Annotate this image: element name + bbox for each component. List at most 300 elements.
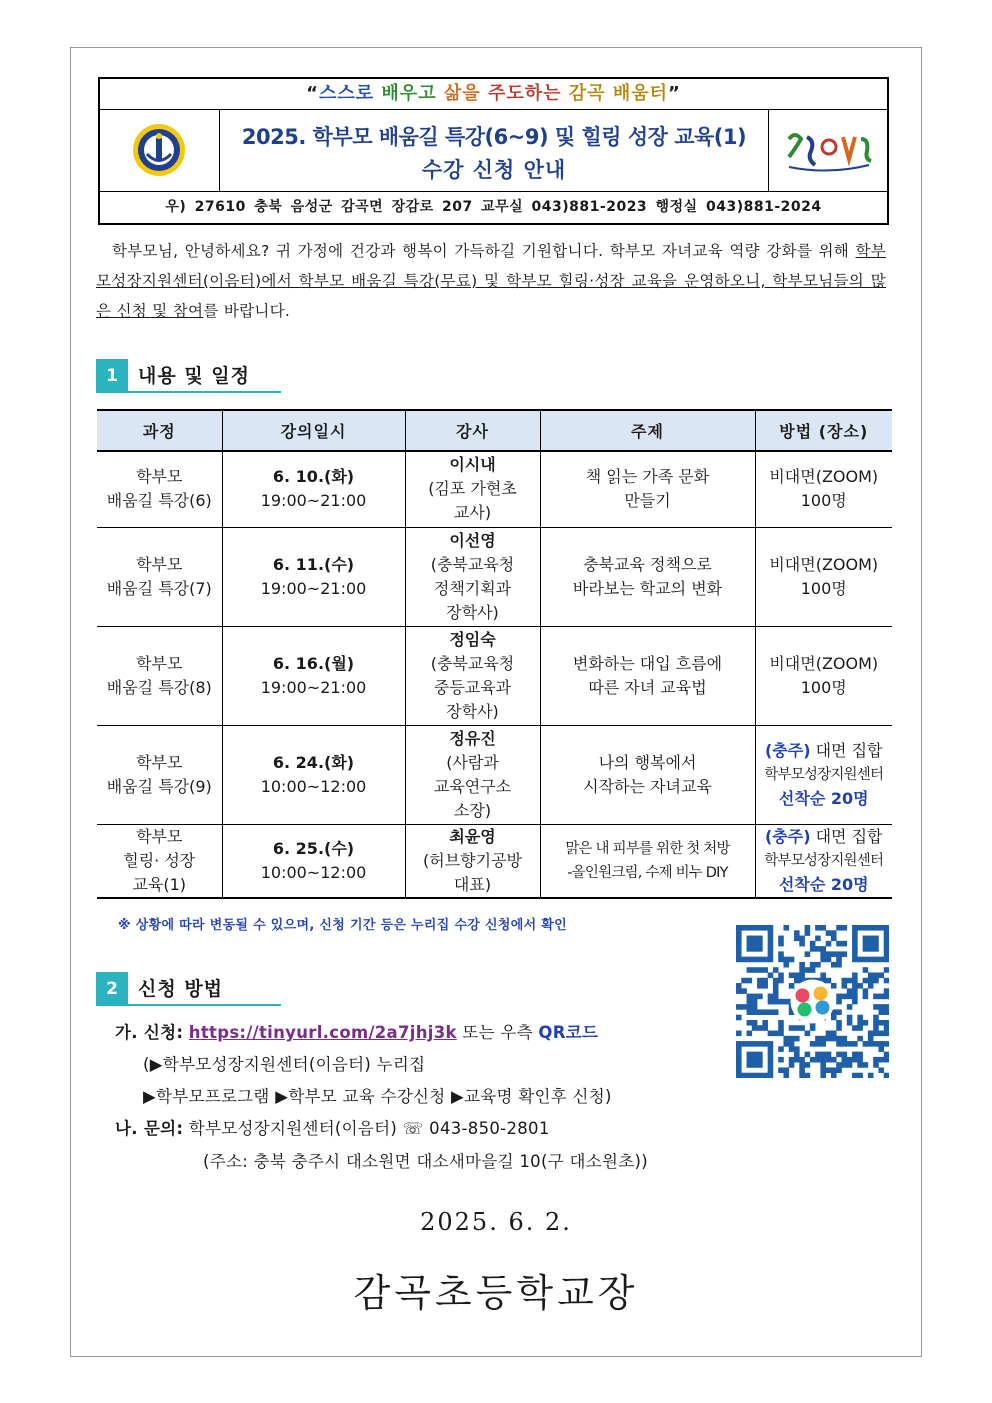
qr-module	[852, 999, 858, 1005]
qr-module	[768, 972, 774, 978]
lecturer-name: 정유진	[449, 728, 496, 748]
qr-module	[847, 1057, 853, 1063]
qr-module	[736, 1015, 742, 1021]
qr-module	[878, 957, 884, 963]
topic-text: -올인원크림, 수제 비누 DIY	[567, 864, 728, 881]
qr-module	[852, 972, 858, 978]
qr-module	[773, 1031, 779, 1037]
inquiry-key: 나. 문의:	[115, 1119, 184, 1138]
qr-module	[842, 1041, 848, 1047]
qr-module	[757, 978, 763, 984]
qr-module	[783, 1067, 789, 1073]
qr-module	[836, 1062, 842, 1068]
topic-text: 시작하는 자녀교육	[583, 776, 712, 796]
qr-module	[878, 1031, 884, 1037]
qr-module	[747, 999, 753, 1005]
qr-module	[863, 978, 869, 984]
datetime-cell	[222, 527, 405, 626]
qr-module	[868, 936, 874, 942]
qr-module	[878, 1067, 884, 1073]
lecture-time: 10:00~12:00	[260, 776, 367, 796]
qr-module	[873, 957, 879, 963]
qr-module	[783, 962, 789, 968]
lecturer-info: (충북교육청	[430, 554, 515, 574]
qr-module	[836, 1041, 842, 1047]
qr-module	[736, 1052, 742, 1058]
qr-module	[884, 1073, 889, 1078]
qr-module	[789, 983, 795, 989]
school-emblem-cell	[100, 109, 220, 191]
qr-module	[778, 957, 784, 963]
qr-module	[778, 972, 784, 978]
course-name: 학부모	[136, 653, 183, 673]
qr-module	[815, 1057, 821, 1063]
qr-module	[815, 925, 821, 931]
qr-module	[752, 941, 758, 947]
method-region: (충주)	[764, 740, 811, 760]
lecture-date: 6. 11.(수)	[272, 554, 355, 574]
inquiry-address: (주소: 충북 충주시 대소원면 대소새마을길 10(구 대소원초))	[203, 1152, 648, 1171]
topic-text: 충북교육 정책으로	[583, 554, 712, 574]
qr-module	[884, 967, 889, 973]
lecturer-info: 교육연구소	[433, 776, 512, 796]
course-name: 힐링· 성장	[123, 850, 196, 870]
qr-module	[789, 1046, 795, 1052]
title-row	[100, 109, 887, 192]
topic-text: 책 읽는 가족 문화	[585, 467, 710, 487]
method-place: 학부모성장지원센터	[764, 852, 884, 869]
qr-module	[878, 1004, 884, 1010]
qr-module	[736, 1046, 742, 1052]
qr-module	[831, 1057, 837, 1063]
qr-module	[878, 1020, 884, 1026]
qr-module	[836, 941, 842, 947]
lecture-date: 6. 10.(화)	[272, 467, 355, 487]
qr-module	[805, 925, 811, 931]
qr-module	[757, 994, 763, 1000]
qr-module	[863, 967, 869, 973]
qr-module	[836, 1052, 842, 1058]
qr-module	[783, 1073, 789, 1078]
qr-module	[857, 1015, 863, 1021]
qr-module	[741, 978, 747, 984]
section-label: 신청 방법	[138, 978, 224, 1000]
qr-module	[836, 925, 842, 931]
qr-module	[747, 941, 753, 947]
qr-module	[868, 983, 874, 989]
qr-module	[752, 1041, 758, 1047]
qr-logo-background	[791, 980, 835, 1024]
table-row	[97, 451, 892, 527]
qr-module	[868, 972, 874, 978]
qr-module	[863, 1020, 869, 1026]
qr-module	[873, 925, 879, 931]
qr-module	[783, 1041, 789, 1047]
method-capacity: 선착순 20명	[778, 874, 869, 894]
method-text: 비대면(ZOOM)	[769, 467, 879, 487]
qr-module	[741, 1041, 747, 1047]
qr-module	[820, 1057, 826, 1063]
qr-module	[884, 1057, 889, 1063]
method-capacity: 100명	[800, 677, 847, 697]
qr-module	[768, 1057, 774, 1063]
qr-module	[741, 925, 747, 931]
section-underline	[128, 1004, 281, 1006]
qr-module	[773, 967, 779, 973]
qr-module	[762, 957, 768, 963]
qr-module	[747, 994, 753, 1000]
qr-module	[820, 1036, 826, 1042]
table-row	[97, 626, 892, 725]
lecturer-name: 정임숙	[449, 629, 496, 649]
qr-module	[805, 930, 811, 936]
apply-path-line-1: (▶학부모성장지원센터(이음터) 누리집	[143, 1055, 426, 1074]
qr-module	[847, 1062, 853, 1068]
qr-module	[873, 946, 879, 952]
course-name: 배움길 특강(9)	[106, 776, 212, 796]
qr-module	[873, 1057, 879, 1063]
qr-module	[826, 1057, 832, 1063]
qr-module	[884, 1052, 889, 1058]
qr-module	[747, 925, 753, 931]
qr-module	[852, 930, 858, 936]
qr-module	[736, 1041, 742, 1047]
qr-module	[773, 983, 779, 989]
qr-module	[768, 1031, 774, 1037]
qr-module	[789, 1041, 795, 1047]
education-logo-icon	[769, 109, 887, 191]
qr-module	[799, 1025, 805, 1031]
lecture-time: 19:00~21:00	[260, 578, 367, 598]
qr-module	[826, 1052, 832, 1058]
qr-module	[863, 1041, 869, 1047]
title-line-2: 수강 신청 안내	[421, 158, 567, 182]
course-cell	[97, 626, 222, 725]
qr-module	[868, 1073, 874, 1078]
method-capacity: 선착순 20명	[778, 788, 869, 808]
qr-module	[757, 967, 763, 973]
qr-module	[768, 1067, 774, 1073]
apply-line	[115, 1019, 598, 1043]
qr-module	[773, 994, 779, 1000]
qr-module	[847, 1004, 853, 1010]
qr-module	[873, 994, 879, 1000]
qr-module	[852, 1073, 858, 1078]
qr-module	[747, 1031, 753, 1037]
qr-module	[847, 1020, 853, 1026]
qr-module	[826, 978, 832, 984]
qr-module	[826, 1067, 832, 1073]
qr-module	[820, 1041, 826, 1047]
topic-cell	[540, 725, 755, 824]
qr-module	[757, 1073, 763, 1078]
qr-module	[884, 994, 889, 1000]
qr-module	[842, 1036, 848, 1042]
qr-module	[852, 994, 858, 1000]
qr-module	[826, 941, 832, 947]
qr-module	[836, 1067, 842, 1073]
qr-module	[757, 1025, 763, 1031]
course-name: 배움길 특강(6)	[106, 491, 212, 511]
qr-module	[884, 936, 889, 942]
qr-module	[741, 988, 747, 994]
qr-module	[852, 1052, 858, 1058]
schedule-note: ※ 상황에 따라 변동될 수 있으며, 신청 기간 등은 누리집 수강 신청에서 확인	[118, 918, 567, 933]
qr-module	[752, 936, 758, 942]
slogan-word: 배움터	[612, 83, 669, 104]
topic-text: 나의 행복에서	[598, 752, 697, 772]
table-header-row	[97, 410, 892, 451]
qr-module	[873, 972, 879, 978]
apply-text: 또는 우측	[456, 1023, 539, 1042]
qr-module	[873, 1062, 879, 1068]
inquiry-line	[115, 1115, 550, 1139]
lecturer-cell	[405, 626, 540, 725]
topic-cell	[540, 527, 755, 626]
qr-module	[831, 936, 837, 942]
lecture-time: 19:00~21:00	[260, 491, 367, 511]
qr-module	[873, 1031, 879, 1037]
qr-module	[884, 1025, 889, 1031]
qr-module	[752, 1057, 758, 1063]
method-text: 비대면(ZOOM)	[769, 554, 879, 574]
qr-module	[762, 1025, 768, 1031]
qr-module	[747, 978, 753, 984]
course-name: 배움길 특강(8)	[106, 677, 212, 697]
qr-module	[815, 946, 821, 952]
section-number: 2	[96, 972, 128, 1006]
qr-module	[836, 1020, 842, 1026]
qr-module	[747, 1041, 753, 1047]
qr-module	[768, 999, 774, 1005]
datetime-cell	[222, 725, 405, 824]
qr-module	[736, 925, 742, 931]
qr-module	[736, 988, 742, 994]
qr-module	[747, 1062, 753, 1068]
slogan-quote-open: “	[306, 83, 319, 104]
qr-module	[768, 946, 774, 952]
qr-module	[799, 1057, 805, 1063]
qr-logo-dot	[796, 989, 810, 1003]
qr-module	[747, 1052, 753, 1058]
course-name: 배움길 특강(7)	[106, 578, 212, 598]
qr-module	[873, 936, 879, 942]
qr-module	[762, 925, 768, 931]
qr-module	[789, 1036, 795, 1042]
topic-text: 만들기	[624, 491, 671, 511]
qr-module	[757, 946, 763, 952]
inquiry-contact: 학부모성장지원센터(이음터) ☏ 043-850-2801	[188, 1119, 550, 1138]
qr-module	[757, 957, 763, 963]
lecture-date: 6. 24.(화)	[272, 752, 355, 772]
qr-module	[857, 1073, 863, 1078]
course-name: 학부모	[136, 826, 183, 846]
qr-module	[741, 957, 747, 963]
qr-module	[863, 957, 869, 963]
qr-module	[820, 951, 826, 957]
qr-module	[773, 988, 779, 994]
qr-module	[868, 1041, 874, 1047]
lecturer-cell	[405, 451, 540, 527]
qr-module	[810, 962, 816, 968]
qr-module	[747, 1020, 753, 1026]
method-place: 학부모성장지원센터	[764, 766, 884, 783]
document-title	[220, 109, 768, 191]
qr-module	[747, 946, 753, 952]
section-heading-schedule	[96, 359, 281, 393]
qr-module	[842, 1062, 848, 1068]
method-cell	[755, 824, 892, 898]
topic-cell	[540, 451, 755, 527]
qr-module	[810, 1057, 816, 1063]
topic-text: 맑은 내 피부를 위한 첫 처방	[565, 840, 730, 857]
qr-module	[741, 1073, 747, 1078]
school-address: 우) 27610 충북 음성군 감곡면 장감로 207 교무실 043)881-2023 행정실 043)881-2024	[165, 199, 822, 215]
qr-module	[815, 1041, 821, 1047]
qr-module	[762, 967, 768, 973]
method-capacity: 100명	[800, 578, 847, 598]
qr-module	[768, 1009, 774, 1015]
qr-code[interactable]	[736, 925, 889, 1078]
qr-module	[757, 1052, 763, 1058]
qr-module	[757, 1062, 763, 1068]
lecture-date: 6. 25.(수)	[272, 838, 355, 858]
schedule-table	[97, 409, 892, 899]
qr-module	[836, 962, 842, 968]
qr-module	[847, 988, 853, 994]
qr-module	[741, 1004, 747, 1010]
qr-module	[789, 972, 795, 978]
qr-module	[815, 962, 821, 968]
qr-module	[878, 972, 884, 978]
qr-module	[873, 941, 879, 947]
qr-module	[831, 983, 837, 989]
qr-module	[884, 925, 889, 931]
slogan-word: 삶을	[443, 83, 481, 104]
qr-module	[852, 957, 858, 963]
qr-module	[863, 941, 869, 947]
qr-module	[773, 1009, 779, 1015]
lecturer-info: 장학사)	[446, 602, 499, 622]
qr-logo-dot	[814, 987, 828, 1001]
qr-module	[799, 967, 805, 973]
qr-module	[884, 988, 889, 994]
qr-module	[747, 1057, 753, 1063]
qr-module	[852, 1057, 858, 1063]
qr-module	[799, 936, 805, 942]
course-name: 교육(1)	[132, 874, 187, 894]
slogan-word: 감곡	[568, 83, 606, 104]
qr-module	[831, 1036, 837, 1042]
qr-module	[884, 957, 889, 963]
qr-module	[831, 951, 837, 957]
qr-module	[831, 1031, 837, 1037]
qr-module	[736, 951, 742, 957]
method-cell	[755, 725, 892, 824]
qr-module	[794, 936, 800, 942]
method-text: 대면 집합	[810, 826, 883, 846]
qr-module	[778, 1057, 784, 1063]
qr-module	[757, 983, 763, 989]
qr-module	[820, 925, 826, 931]
qr-module	[884, 1004, 889, 1010]
datetime-cell	[222, 824, 405, 898]
qr-module	[878, 1041, 884, 1047]
qr-module	[778, 978, 784, 984]
qr-module	[805, 951, 811, 957]
qr-module	[799, 941, 805, 947]
lecturer-cell	[405, 527, 540, 626]
qr-module	[863, 1062, 869, 1068]
qr-module	[884, 978, 889, 984]
qr-module	[768, 951, 774, 957]
qr-module	[794, 1052, 800, 1058]
qr-module	[736, 983, 742, 989]
qr-module	[757, 925, 763, 931]
topic-text: 변화하는 대입 흐름에	[572, 653, 723, 673]
qr-module	[778, 951, 784, 957]
qr-module	[863, 946, 869, 952]
section-number: 1	[96, 359, 128, 393]
qr-module	[826, 1036, 832, 1042]
qr-module	[878, 1009, 884, 1015]
document-date: 2025. 6. 2.	[420, 1208, 572, 1236]
qr-module	[820, 957, 826, 963]
qr-module	[852, 1025, 858, 1031]
qr-module	[805, 1052, 811, 1058]
qr-module	[826, 1031, 832, 1037]
column-header: 방법 (장소)	[755, 410, 892, 451]
qr-module	[826, 957, 832, 963]
qr-module	[857, 925, 863, 931]
qr-module	[884, 1020, 889, 1026]
course-cell	[97, 824, 222, 898]
topic-text: 따른 자녀 교육법	[588, 677, 707, 697]
qr-module	[783, 925, 789, 931]
qr-module	[783, 999, 789, 1005]
qr-module	[820, 1067, 826, 1073]
qr-module	[762, 1073, 768, 1078]
qr-module	[836, 957, 842, 963]
qr-module	[768, 957, 774, 963]
qr-module	[778, 999, 784, 1005]
qr-module	[768, 1046, 774, 1052]
table-row	[97, 527, 892, 626]
qr-module	[836, 999, 842, 1005]
qr-module	[736, 936, 742, 942]
qr-module	[857, 1025, 863, 1031]
qr-module	[778, 941, 784, 947]
qr-module	[794, 930, 800, 936]
apply-link[interactable]: https://tinyurl.com/2a7jhj3k	[188, 1023, 457, 1042]
qr-module	[768, 1041, 774, 1047]
qr-module	[815, 1036, 821, 1042]
qr-module	[736, 1057, 742, 1063]
qr-module	[878, 925, 884, 931]
slogan-word: 주도하는	[487, 83, 562, 104]
qr-module	[805, 967, 811, 973]
qr-module	[752, 967, 758, 973]
topic-text: 바라보는 학교의 변화	[572, 578, 723, 598]
section-heading-apply	[96, 972, 281, 1006]
apply-path-line-2: ▶학부모프로그램 ▶학부모 교육 수강신청 ▶교육명 확인후 신청)	[143, 1087, 612, 1106]
datetime-cell	[222, 626, 405, 725]
qr-module	[852, 925, 858, 931]
qr-module	[884, 946, 889, 952]
qr-module	[868, 1031, 874, 1037]
lecturer-name: 이선영	[449, 530, 496, 550]
qr-module	[752, 1062, 758, 1068]
